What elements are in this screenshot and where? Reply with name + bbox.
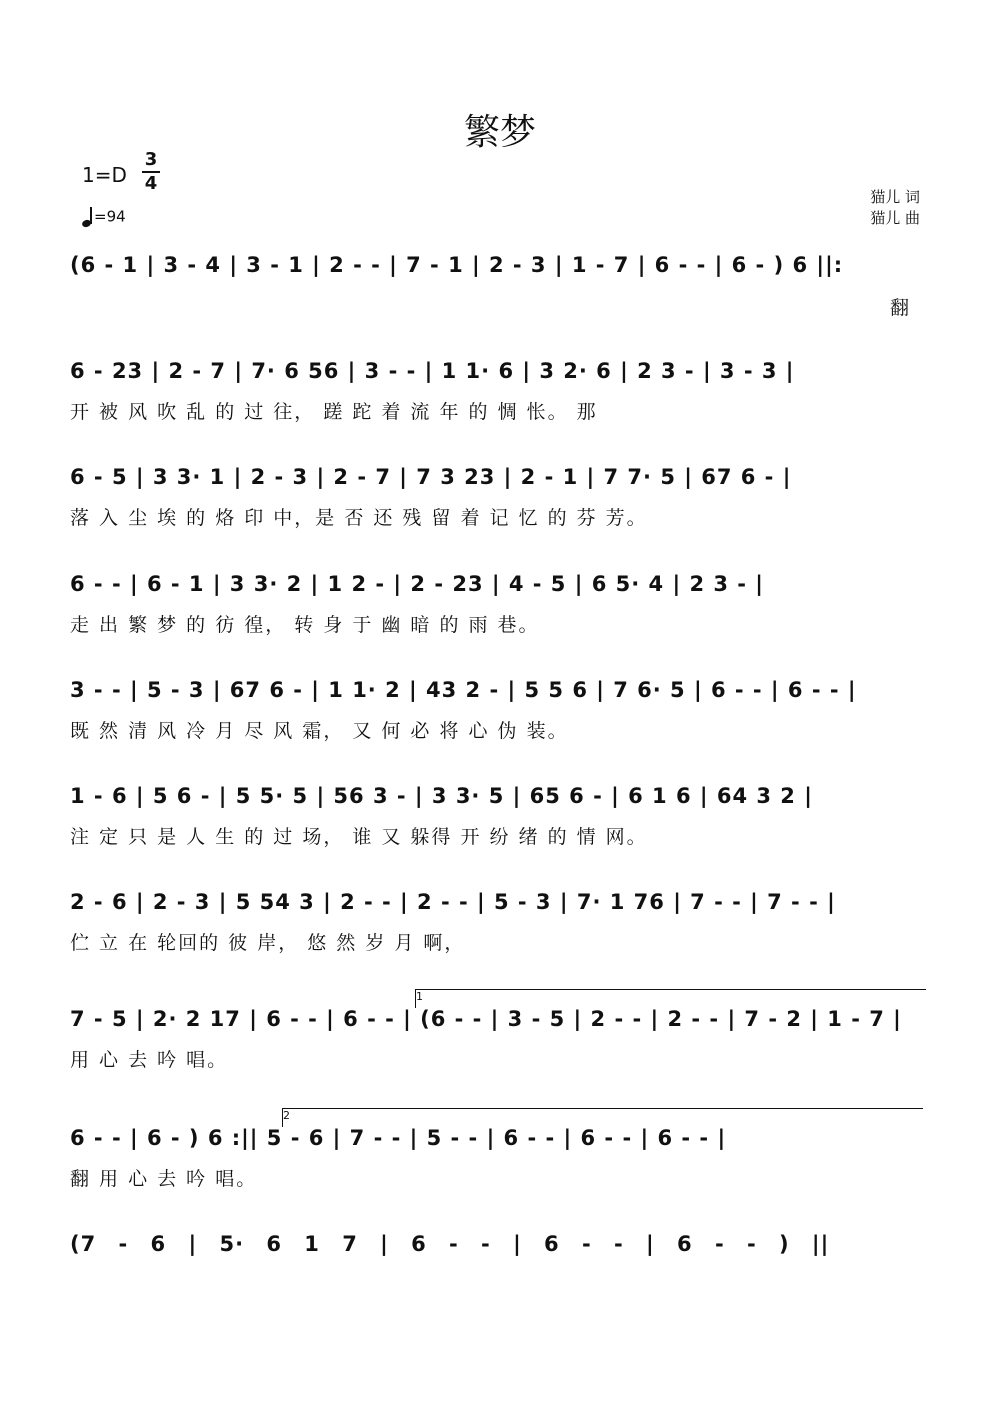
notation-line: 6 - 23 | 2 - 7 | 7· 6 56 | 3 - - | 1 1· 6 | 3 2· 6 | 2 3 - | 3 - 3 |: [70, 359, 795, 383]
time-signature: [142, 150, 160, 194]
notation-line: 6 - 5 | 3 3· 1 | 2 - 3 | 2 - 7 | 7 3 23 | 2 - 1 | 7 7· 5 | 67 6 - |: [70, 465, 792, 489]
score-row-6: [70, 784, 930, 849]
time-signature-top: 3: [144, 149, 158, 170]
notation-line: 6 - - | 6 - 1 | 3 3· 2 | 1 2 - | 2 - 23 | 4 - 5 | 6 5· 4 | 2 3 - |: [70, 572, 764, 596]
score-row-4: [70, 572, 930, 637]
quarter-note-icon: [82, 207, 94, 227]
notation-line: 2 - 6 | 2 - 3 | 5 54 3 | 2 - - | 2 - - | 5 - 3 | 7· 1 76 | 7 - - | 7 - - |: [70, 890, 836, 914]
key-signature: 1=D: [82, 163, 127, 187]
score-row-8: [70, 990, 930, 1072]
lyricist: 猫儿 词: [870, 188, 920, 206]
score-row-3: [70, 465, 930, 530]
notation-line: 7 - 5 | 2· 2 17 | 6 - - | 6 - - | (6 - - | 3 - 5 | 2 - - | 2 - - | 7 - 2 | 1 - 7 |: [70, 1007, 902, 1031]
score-row-9: [70, 1109, 930, 1191]
lyric-line: 开 被 风 吹 乱 的 过 往， 蹉 跎 着 流 年 的 惆 怅。 那: [70, 401, 598, 423]
lyric-line: 用 心 去 吟 唱。: [70, 1049, 229, 1071]
song-title: 繁梦: [463, 112, 536, 153]
volta-bracket-1: 1: [415, 989, 926, 1008]
tempo-value: =94: [94, 207, 126, 226]
notation-line: 1 - 6 | 5 6 - | 5 5· 5 | 56 3 - | 3 3· 5 | 65 6 - | 6 1 6 | 64 3 2 |: [70, 784, 813, 808]
lyric-line: 伫 立 在 轮回的 彼 岸， 悠 然 岁 月 啊，: [70, 932, 466, 954]
lyric-line: 落 入 尘 埃 的 烙 印 中，是 否 还 残 留 着 记 忆 的 芬 芳。: [70, 507, 648, 529]
score-row-2: [70, 359, 930, 424]
credits: [870, 187, 920, 229]
lyric-line: 注 定 只 是 人 生 的 过 场， 谁 又 躲得 开 纷 绪 的 情 网。: [70, 826, 648, 848]
notation-line: (7 - 6 | 5· 6 1 7 | 6 - - | 6 - - | 6 - - ) ||: [70, 1232, 830, 1256]
composer: 猫儿 曲: [870, 209, 920, 227]
lyric-line: 既 然 清 风 冷 月 尽 风 霜， 又 何 必 将 心 伪 装。: [70, 720, 569, 742]
score-row-1: [70, 253, 930, 319]
lyric-line: 翻 用 心 去 吟 唱。: [70, 1168, 258, 1190]
time-signature-bottom: 4: [144, 173, 158, 194]
volta-bracket-2: 2: [282, 1108, 923, 1127]
score-row-5: [70, 678, 930, 743]
lyric-line: 翻: [890, 297, 912, 319]
notation-line: (6 - 1 | 3 - 4 | 3 - 1 | 2 - - | 7 - 1 | 2 - 3 | 1 - 7 | 6 - - | 6 - ) 6 ||:: [70, 253, 844, 277]
lyric-line: 走 出 繁 梦 的 彷 徨， 转 身 于 幽 暗 的 雨 巷。: [70, 614, 540, 636]
score-row-7: [70, 890, 930, 955]
notation-line: 3 - - | 5 - 3 | 67 6 - | 1 1· 2 | 43 2 - | 5 5 6 | 7 6· 5 | 6 - - | 6 - - |: [70, 678, 857, 702]
score-row-10: [70, 1232, 930, 1256]
tempo-marking: [82, 207, 126, 227]
notation-line: 6 - - | 6 - ) 6 :|| 5 - 6 | 7 - - | 5 - - | 6 - - | 6 - - | 6 - - |: [70, 1126, 727, 1150]
